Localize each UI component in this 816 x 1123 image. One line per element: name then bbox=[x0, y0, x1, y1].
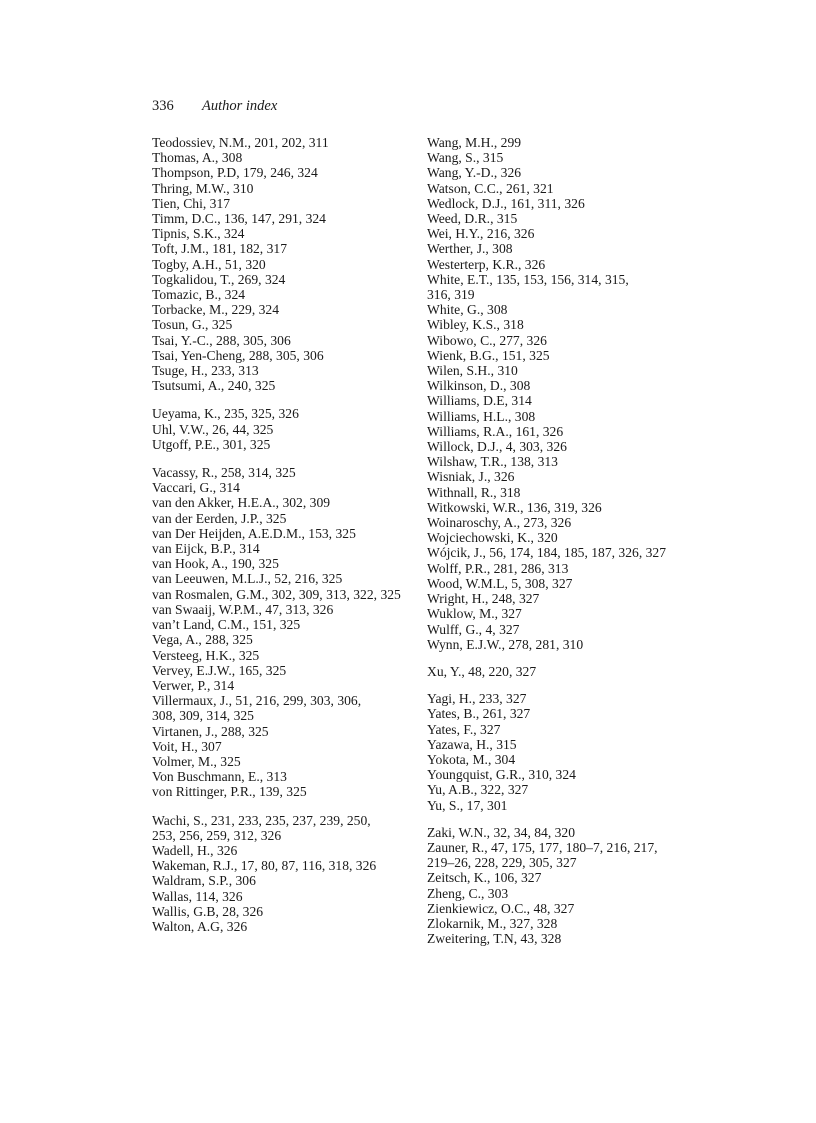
index-entry-text: Yates, F., 327 bbox=[427, 721, 501, 737]
index-entry bbox=[427, 782, 697, 797]
index-entry-text: Watson, C.C., 261, 321 bbox=[427, 180, 554, 196]
index-entry-text: van den Akker, H.E.A., 302, 309 bbox=[152, 495, 331, 511]
index-entry bbox=[152, 843, 414, 858]
index-entry-text: Wibowo, C., 277, 326 bbox=[427, 332, 547, 348]
index-entry bbox=[427, 916, 697, 931]
index-entry-text: Tsai, Y.-C., 288, 305, 306 bbox=[152, 332, 291, 348]
index-entry-text: Wienk, B.G., 151, 325 bbox=[427, 347, 550, 363]
index-entry bbox=[427, 241, 697, 256]
index-entry bbox=[427, 530, 697, 545]
index-entry bbox=[427, 515, 697, 530]
index-letter-group bbox=[152, 465, 414, 799]
index-entry-text: Williams, D.E, 314 bbox=[427, 393, 532, 409]
index-entry bbox=[152, 511, 414, 526]
index-entry bbox=[427, 333, 697, 348]
index-entry-text: Uhl, V.W., 26, 44, 325 bbox=[152, 421, 274, 437]
index-entry-text: Yates, B., 261, 327 bbox=[427, 706, 531, 722]
index-entry-text: Wright, H., 248, 327 bbox=[427, 591, 540, 607]
index-entry bbox=[152, 272, 414, 287]
index-entry-text: Tipnis, S.K., 324 bbox=[152, 226, 245, 242]
index-entry-text: Xu, Y., 48, 220, 327 bbox=[427, 663, 537, 679]
index-entry-text: Ueyama, K., 235, 325, 326 bbox=[152, 406, 299, 422]
index-entry bbox=[427, 363, 697, 378]
index-entry-text: Zheng, C., 303 bbox=[427, 885, 509, 901]
index-entry-text: Verwer, P., 314 bbox=[152, 677, 235, 693]
index-entry-text: Youngquist, G.R., 310, 324 bbox=[427, 767, 576, 783]
index-entry bbox=[152, 556, 414, 571]
index-entry-text: Yokota, M., 304 bbox=[427, 751, 516, 767]
index-entry bbox=[152, 663, 414, 678]
index-entry-text: Wuklow, M., 327 bbox=[427, 606, 522, 622]
index-entry bbox=[152, 226, 414, 241]
index-entry-text: Wei, H.Y., 216, 326 bbox=[427, 226, 535, 242]
index-entry bbox=[152, 632, 414, 647]
index-entry-text: Walton, A.G, 326 bbox=[152, 918, 248, 934]
index-entry-text: Wallis, G.B, 28, 326 bbox=[152, 903, 264, 919]
index-entry bbox=[427, 706, 697, 721]
index-entry-text: Wilen, S.H., 310 bbox=[427, 363, 518, 379]
index-entry-text: Wadell, H., 326 bbox=[152, 842, 238, 858]
index-entry-text: Wilkinson, D., 308 bbox=[427, 378, 531, 394]
index-entry bbox=[427, 165, 697, 180]
index-entry bbox=[152, 526, 414, 541]
index-entry bbox=[427, 272, 697, 302]
index-entry-text: Togby, A.H., 51, 320 bbox=[152, 256, 266, 272]
index-entry bbox=[152, 739, 414, 754]
index-entry bbox=[152, 317, 414, 332]
index-entry-text: Wynn, E.J.W., 278, 281, 310 bbox=[427, 636, 584, 652]
index-letter-group bbox=[427, 664, 697, 679]
index-entry bbox=[427, 226, 697, 241]
index-entry bbox=[427, 931, 697, 946]
index-entry-text: Wachi, S., 231, 233, 235, 237, 239, 250, bbox=[152, 812, 371, 828]
running-head bbox=[152, 97, 277, 115]
index-entry-text: van Hook, A., 190, 325 bbox=[152, 556, 279, 572]
index-entry-text: Wang, Y.-D., 326 bbox=[427, 165, 522, 181]
index-entry-text: Zienkiewicz, O.C., 48, 327 bbox=[427, 900, 575, 916]
index-entry bbox=[152, 858, 414, 873]
index-entry-text: Wulff, G., 4, 327 bbox=[427, 621, 520, 637]
index-entry bbox=[152, 602, 414, 617]
index-entry bbox=[427, 302, 697, 317]
index-entry-text: Wolff, P.R., 281, 286, 313 bbox=[427, 560, 569, 576]
index-entry bbox=[427, 576, 697, 591]
index-entry-text: Wood, W.M.L, 5, 308, 327 bbox=[427, 575, 573, 591]
index-entry bbox=[427, 135, 697, 150]
index-entry-text: Virtanen, J., 288, 325 bbox=[152, 723, 269, 739]
index-entry bbox=[152, 769, 414, 784]
index-column-left bbox=[152, 135, 414, 934]
index-entry bbox=[152, 784, 414, 799]
index-entry-text: Wójcik, J., 56, 174, 184, 185, 187, 326, 327 bbox=[427, 545, 667, 561]
index-entry-text: van Swaaij, W.P.M., 47, 313, 326 bbox=[152, 601, 334, 617]
index-entry bbox=[152, 150, 414, 165]
index-entry bbox=[152, 617, 414, 632]
index-entry bbox=[427, 317, 697, 332]
index-entry-text: Tsuge, H., 233, 313 bbox=[152, 363, 259, 379]
index-entry-text: White, E.T., 135, 153, 156, 314, 315, bbox=[427, 271, 629, 287]
index-entry-text: Thring, M.W., 310 bbox=[152, 180, 254, 196]
index-entry bbox=[152, 348, 414, 363]
index-entry-text: Zlokarnik, M., 327, 328 bbox=[427, 915, 558, 931]
index-entry bbox=[427, 622, 697, 637]
index-entry bbox=[152, 541, 414, 556]
index-entry bbox=[152, 678, 414, 693]
index-entry-text: Williams, H.L., 308 bbox=[427, 408, 536, 424]
index-entry bbox=[427, 211, 697, 226]
index-entry-text: Volmer, M., 325 bbox=[152, 753, 241, 769]
index-entry bbox=[152, 919, 414, 934]
index-entry bbox=[427, 485, 697, 500]
index-entry bbox=[427, 840, 697, 870]
index-entry-text: Vervey, E.J.W., 165, 325 bbox=[152, 662, 287, 678]
index-entry-text: Wedlock, D.J., 161, 311, 326 bbox=[427, 195, 585, 211]
index-entry-text: Torbacke, M., 229, 324 bbox=[152, 302, 280, 318]
index-entry bbox=[427, 752, 697, 767]
index-entry-text: White, G., 308 bbox=[427, 302, 508, 318]
index-entry-continuation: 308, 309, 314, 325 bbox=[152, 708, 254, 724]
index-entry bbox=[427, 409, 697, 424]
index-entry bbox=[152, 363, 414, 378]
index-entry bbox=[427, 454, 697, 469]
index-entry-text: Weed, D.R., 315 bbox=[427, 211, 518, 227]
index-entry-text: Wallas, 114, 326 bbox=[152, 888, 243, 904]
index-entry-text: Vacassy, R., 258, 314, 325 bbox=[152, 465, 296, 481]
index-entry-text: Yagi, H., 233, 327 bbox=[427, 691, 527, 707]
index-entry bbox=[427, 870, 697, 885]
index-entry-text: Wojciechowski, K., 320 bbox=[427, 530, 558, 546]
index-entry-text: van Rosmalen, G.M., 302, 309, 313, 322, 325 bbox=[152, 586, 401, 602]
index-entry bbox=[152, 181, 414, 196]
index-entry-text: Toft, J.M., 181, 182, 317 bbox=[152, 241, 287, 257]
index-entry-text: Tien, Chi, 317 bbox=[152, 195, 231, 211]
index-entry-text: Teodossiev, N.M., 201, 202, 311 bbox=[152, 135, 329, 150]
index-entry bbox=[152, 754, 414, 769]
index-entry-text: Zaki, W.N., 32, 34, 84, 320 bbox=[427, 824, 576, 840]
index-entry bbox=[427, 348, 697, 363]
index-entry-text: Timm, D.C., 136, 147, 291, 324 bbox=[152, 211, 326, 227]
index-entry bbox=[427, 798, 697, 813]
index-entry bbox=[152, 889, 414, 904]
index-entry bbox=[427, 500, 697, 515]
index-entry bbox=[427, 767, 697, 782]
index-entry-text: Yazawa, H., 315 bbox=[427, 736, 517, 752]
index-entry-text: Williams, R.A., 161, 326 bbox=[427, 423, 564, 439]
index-entry bbox=[427, 393, 697, 408]
index-entry-text: Thompson, P.D, 179, 246, 324 bbox=[152, 165, 318, 181]
index-entry-text: Utgoff, P.E., 301, 325 bbox=[152, 436, 271, 452]
index-entry-text: Westerterp, K.R., 326 bbox=[427, 256, 546, 272]
index-entry-text: Woinaroschy, A., 273, 326 bbox=[427, 515, 572, 531]
index-entry-text: Tsutsumi, A., 240, 325 bbox=[152, 378, 276, 394]
index-entry bbox=[152, 465, 414, 480]
index-entry-text: Zweitering, T.N, 43, 328 bbox=[427, 931, 562, 947]
index-entry-text: Yu, S., 17, 301 bbox=[427, 797, 508, 813]
index-entry bbox=[152, 587, 414, 602]
index-entry-text: Zeitsch, K., 106, 327 bbox=[427, 870, 542, 886]
index-entry-text: van der Eerden, J.P., 325 bbox=[152, 510, 287, 526]
index-entry bbox=[152, 287, 414, 302]
index-letter-group bbox=[427, 825, 697, 947]
index-entry bbox=[152, 302, 414, 317]
index-entry-text: Waldram, S.P., 306 bbox=[152, 873, 256, 889]
index-letter-group bbox=[427, 135, 697, 652]
index-entry bbox=[152, 873, 414, 888]
index-entry bbox=[152, 241, 414, 256]
index-entry-text: Tsai, Yen-Cheng, 288, 305, 306 bbox=[152, 347, 324, 363]
index-entry-text: Wang, S., 315 bbox=[427, 150, 504, 166]
index-entry-text: Wilshaw, T.R., 138, 313 bbox=[427, 454, 558, 470]
index-entry-text: Wibley, K.S., 318 bbox=[427, 317, 524, 333]
index-entry bbox=[152, 693, 414, 723]
index-entry-continuation: 253, 256, 259, 312, 326 bbox=[152, 827, 282, 843]
index-entry bbox=[427, 606, 697, 621]
index-entry bbox=[152, 480, 414, 495]
index-entry-text: Zauner, R., 47, 175, 177, 180–7, 216, 217, bbox=[427, 839, 658, 855]
index-entry bbox=[152, 165, 414, 180]
index-entry-text: van Eijck, B.P., 314 bbox=[152, 541, 260, 557]
index-entry-text: van’t Land, C.M., 151, 325 bbox=[152, 617, 301, 633]
index-entry bbox=[152, 211, 414, 226]
index-entry-text: Wakeman, R.J., 17, 80, 87, 116, 318, 326 bbox=[152, 858, 377, 874]
index-entry bbox=[427, 561, 697, 576]
index-entry-text: Villermaux, J., 51, 216, 299, 303, 306, bbox=[152, 693, 362, 709]
index-entry-text: Willock, D.J., 4, 303, 326 bbox=[427, 439, 567, 455]
index-column-right bbox=[427, 135, 697, 946]
index-letter-group bbox=[427, 691, 697, 813]
index-entry bbox=[427, 257, 697, 272]
index-entry-text: Wisniak, J., 326 bbox=[427, 469, 515, 485]
index-entry bbox=[427, 722, 697, 737]
index-entry bbox=[427, 469, 697, 484]
index-letter-group bbox=[152, 406, 414, 452]
index-entry bbox=[152, 406, 414, 421]
index-entry bbox=[427, 378, 697, 393]
index-entry-text: Vega, A., 288, 325 bbox=[152, 632, 253, 648]
index-entry-text: Witkowski, W.R., 136, 319, 326 bbox=[427, 499, 602, 515]
index-entry bbox=[427, 439, 697, 454]
index-entry bbox=[427, 886, 697, 901]
index-entry bbox=[152, 135, 414, 150]
index-entry bbox=[152, 724, 414, 739]
index-entry bbox=[427, 424, 697, 439]
index-letter-group bbox=[152, 135, 414, 393]
index-entry-text: Togkalidou, T., 269, 324 bbox=[152, 271, 286, 287]
index-entry bbox=[152, 378, 414, 393]
index-entry-text: Vaccari, G., 314 bbox=[152, 480, 240, 496]
index-entry bbox=[152, 813, 414, 843]
index-entry bbox=[152, 333, 414, 348]
index-entry bbox=[152, 257, 414, 272]
index-entry bbox=[152, 571, 414, 586]
index-entry bbox=[427, 181, 697, 196]
index-entry-text: Withnall, R., 318 bbox=[427, 484, 521, 500]
index-entry bbox=[427, 150, 697, 165]
index-entry-text: Wang, M.H., 299 bbox=[427, 135, 522, 150]
index-entry-text: Tosun, G., 325 bbox=[152, 317, 233, 333]
index-entry bbox=[427, 825, 697, 840]
index-entry-text: von Rittinger, P.R., 139, 325 bbox=[152, 784, 307, 800]
index-entry-text: Yu, A.B., 322, 327 bbox=[427, 782, 529, 798]
index-entry bbox=[427, 591, 697, 606]
index-entry-text: Von Buschmann, E., 313 bbox=[152, 769, 287, 785]
index-entry bbox=[427, 664, 697, 679]
index-entry bbox=[152, 422, 414, 437]
index-entry-continuation: 316, 319 bbox=[427, 287, 475, 303]
index-entry bbox=[427, 545, 697, 560]
index-entry bbox=[427, 691, 697, 706]
index-entry bbox=[152, 437, 414, 452]
page-number: 336 bbox=[152, 98, 174, 114]
section-title: Author index bbox=[202, 98, 278, 114]
index-entry bbox=[427, 196, 697, 211]
index-entry-text: van Leeuwen, M.L.J., 52, 216, 325 bbox=[152, 571, 343, 587]
index-entry-text: Tomazic, B., 324 bbox=[152, 287, 246, 303]
index-letter-group bbox=[152, 813, 414, 935]
index-entry-continuation: 219–26, 228, 229, 305, 327 bbox=[427, 855, 577, 871]
index-entry-text: Werther, J., 308 bbox=[427, 241, 513, 257]
index-entry-text: Voit, H., 307 bbox=[152, 738, 222, 754]
index-entry-text: Thomas, A., 308 bbox=[152, 150, 243, 166]
index-entry-text: Versteeg, H.K., 325 bbox=[152, 647, 260, 663]
index-entry bbox=[152, 904, 414, 919]
index-entry bbox=[427, 901, 697, 916]
index-entry bbox=[152, 648, 414, 663]
index-entry bbox=[427, 637, 697, 652]
index-entry bbox=[427, 737, 697, 752]
index-entry bbox=[152, 196, 414, 211]
index-entry-text: van Der Heijden, A.E.D.M., 153, 325 bbox=[152, 525, 356, 541]
index-entry bbox=[152, 495, 414, 510]
